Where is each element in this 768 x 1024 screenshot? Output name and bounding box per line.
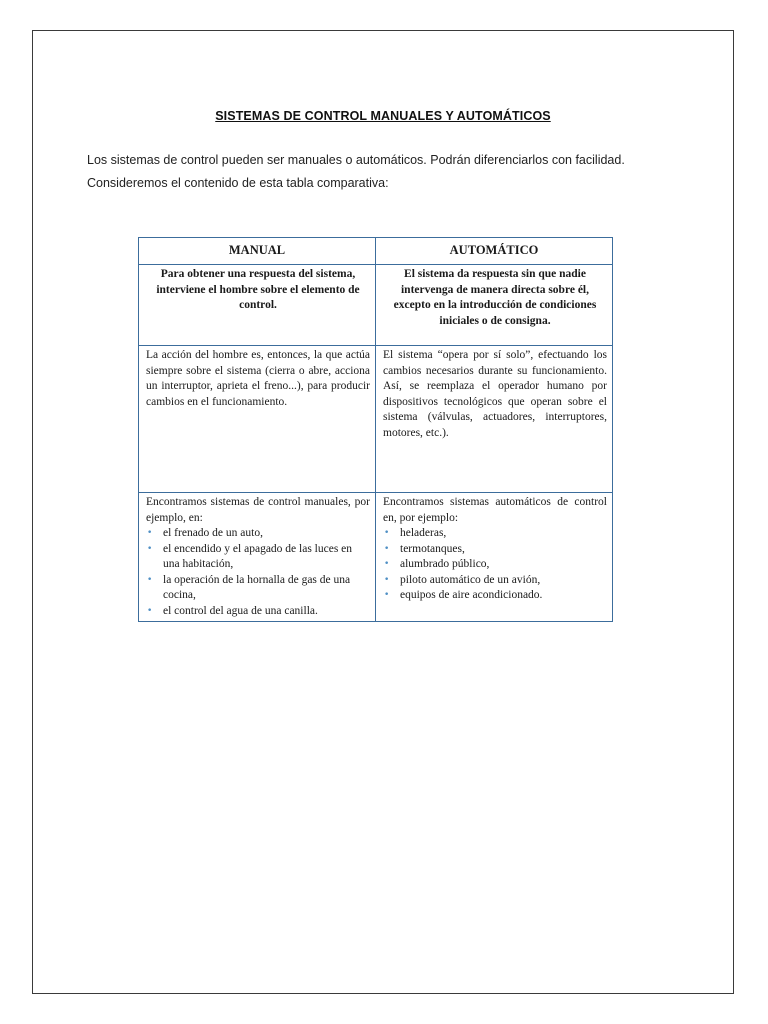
bullet-icon: • (147, 543, 153, 554)
list-item (383, 542, 607, 558)
list-item (146, 604, 370, 620)
list-item (383, 573, 607, 589)
list-item (383, 557, 607, 573)
intro-text (87, 149, 687, 195)
comparison-table (138, 237, 613, 622)
description-row (139, 346, 613, 493)
list-item (146, 542, 370, 573)
bullet-icon: • (147, 605, 153, 616)
examples-row (139, 493, 613, 622)
list-item-text: el control del agua de una canilla. (163, 604, 318, 617)
header-automatic: AUTOMÁTICO (376, 238, 613, 265)
list-item-text: termotanques, (400, 542, 465, 555)
list-item-text: el frenado de un auto, (163, 527, 263, 539)
header-row (139, 238, 613, 265)
document-title: SISTEMAS DE CONTROL MANUALES Y AUTOMÁTICOS (215, 109, 551, 123)
intro-paragraph: Los sistemas de control pueden ser manuales o automáticos. Podrán diferenciarlos con facilidad. (87, 153, 625, 167)
examples-automatic (376, 493, 613, 622)
bullet-icon: • (147, 528, 153, 538)
list-item-text: la operación de la hornalla de gas de una cocina, (163, 573, 351, 601)
document-page (32, 30, 734, 994)
examples-manual-intro: Encontramos sistemas de control manuales, por ejemplo, en: (146, 496, 370, 524)
examples-manual-list (146, 526, 370, 619)
bullet-icon: • (384, 574, 390, 585)
header-manual: MANUAL (139, 238, 376, 265)
definition-row (139, 265, 613, 346)
list-item-text: heladeras, (400, 527, 447, 539)
intro-lead-in: Consideremos el contenido de esta tabla comparativa: (87, 176, 389, 190)
list-item (146, 573, 370, 604)
definition-automatic: El sistema da respuesta sin que nadie intervenga de manera directa sobre él, excepto en la introducción de condiciones iniciales o de consigna. (376, 265, 613, 346)
bullet-icon: • (384, 528, 390, 538)
list-item (146, 526, 370, 542)
list-item-text: alumbrado público, (400, 558, 490, 570)
list-item-text: el encendido y el apagado de las luces en una habitación, (163, 542, 353, 570)
bullet-icon: • (147, 574, 153, 585)
description-automatic: El sistema “opera por sí solo”, efectuando los cambios necesarios durante su funcionamiento. Así, se reemplaza el operador humano por dispositivos tecnológicos que operan sobre el sistema (válvulas, actuadores, interruptores, motores, etc.). (376, 346, 613, 493)
list-item (383, 588, 607, 604)
definition-manual: Para obtener una respuesta del sistema, interviene el hombre sobre el elemento de control. (139, 265, 376, 346)
examples-automatic-intro: Encontramos sistemas automáticos de control en, por ejemplo: (383, 496, 607, 524)
list-item (383, 526, 607, 542)
list-item-text: equipos de aire acondicionado. (400, 589, 543, 601)
examples-automatic-list (383, 526, 607, 604)
description-manual: La acción del hombre es, entonces, la que actúa siempre sobre el sistema (cierra o abre, acciona un interruptor, aprieta el freno...), para producir cambios en el funcionamiento. (139, 346, 376, 493)
examples-manual (139, 493, 376, 622)
list-item-text: piloto automático de un avión, (400, 573, 541, 586)
bullet-icon: • (384, 590, 390, 600)
bullet-icon: • (384, 559, 390, 569)
bullet-icon: • (384, 543, 390, 554)
